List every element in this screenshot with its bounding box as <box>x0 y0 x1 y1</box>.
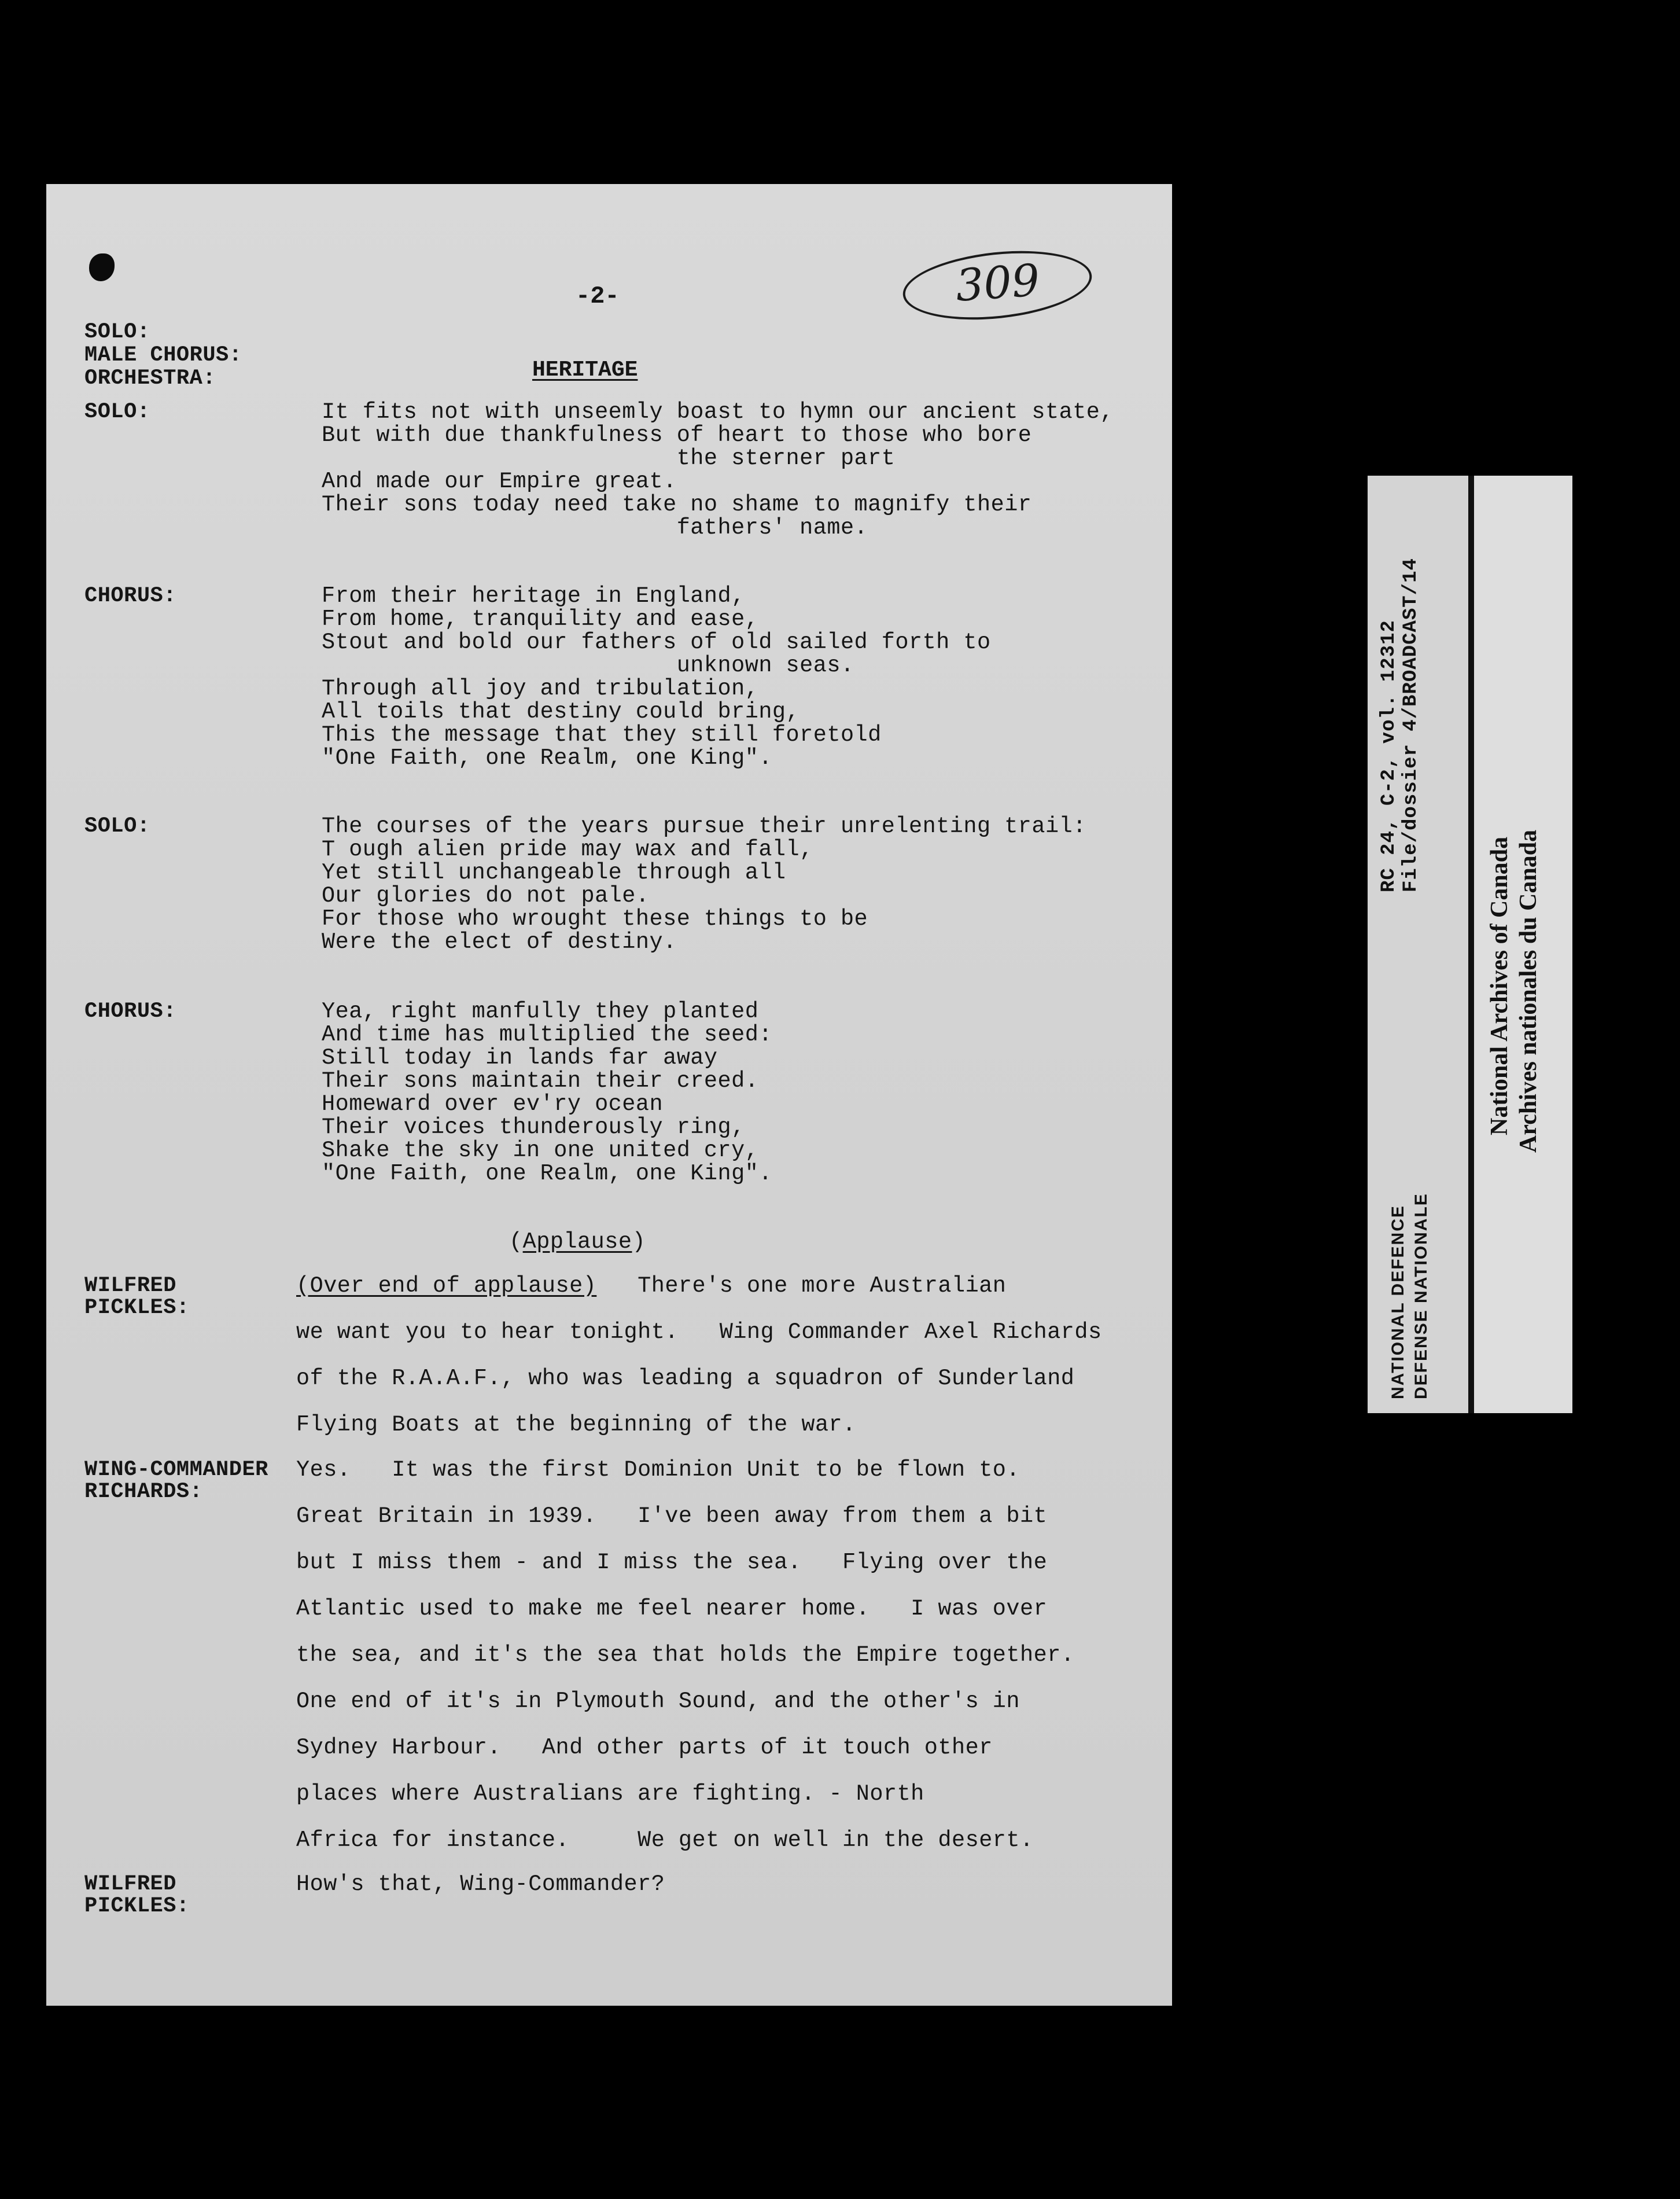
lyric-line: Still today in lands far away <box>322 1045 718 1071</box>
lyric-line: Their sons today need take no shame to magnify their <box>322 492 1032 517</box>
dialogue-line: but I miss them - and I miss the sea. Flying over the <box>296 1550 1048 1575</box>
dialogue-line: Flying Boats at the beginning of the war. <box>296 1412 856 1437</box>
header-role-male-chorus: MALE CHORUS: <box>84 343 242 367</box>
lyric-line: "One Faith, one Realm, one King". <box>322 745 772 771</box>
lyric-line: But with due thankfulness of heart to those who bore <box>322 422 1032 448</box>
folio-stamp <box>902 252 1093 316</box>
archive-file: File/dossier 4/BROADCAST/14 <box>1400 558 1422 892</box>
lyric-line: Shake the sky in one united cry, <box>322 1138 759 1163</box>
dialogue-line <box>296 1274 1006 1297</box>
lyric-line: T ough alien pride may wax and fall, <box>322 837 813 862</box>
strip-divider <box>1468 476 1474 1413</box>
speaker-label: PICKLES: <box>84 1894 190 1918</box>
lyric-line: unknown seas. <box>322 653 854 678</box>
lyric-line: Yet still unchangeable through all <box>322 860 786 885</box>
lyric-line: Stout and bold our fathers of old sailed forth to <box>322 630 991 655</box>
lyric-line: From home, tranquility and ease, <box>322 606 759 632</box>
lyric-line: Yea, right manfully they planted <box>322 999 759 1024</box>
lyric-line: "One Faith, one Realm, one King". <box>322 1161 772 1186</box>
applause-open: ( <box>509 1229 523 1255</box>
department-fr: DEFENSE NATIONALE <box>1412 1193 1431 1399</box>
dialogue-line: Sydney Harbour. And other parts of it touch other <box>296 1735 993 1760</box>
dialogue-line: Great Britain in 1939. I've been away from them a bit <box>296 1503 1048 1529</box>
dialogue-line: Yes. It was the first Dominion Unit to be flown to. <box>296 1457 1020 1483</box>
dialogue-line: places where Australians are fighting. - North <box>296 1781 924 1807</box>
lyric-line: Were the elect of destiny. <box>322 929 677 955</box>
lyric-line: Our glories do not pale. <box>322 883 650 909</box>
punch-hole <box>89 253 115 281</box>
stage-direction: (Over end of applause) <box>296 1273 597 1299</box>
lyric-line: For those who wrought these things to be <box>322 906 868 932</box>
applause-word: Applause <box>522 1229 632 1255</box>
header-role-solo: SOLO: <box>84 320 150 344</box>
speaker-label: CHORUS: <box>84 999 176 1024</box>
folio-number: 309 <box>954 254 1041 311</box>
lyric-line: fathers' name. <box>322 515 868 540</box>
lyric-line: All toils that destiny could bring, <box>322 699 800 725</box>
archives-name-en: National Archives of Canada <box>1486 836 1513 1135</box>
speaker-label: WILFRED <box>84 1872 176 1896</box>
lyric-line: The courses of the years pursue their unrelenting trail: <box>322 814 1086 839</box>
lyric-line: From their heritage in England, <box>322 583 745 609</box>
speaker-label: PICKLES: <box>84 1296 190 1320</box>
department-en: NATIONAL DEFENCE <box>1388 1205 1408 1399</box>
archive-reference-strip <box>1368 476 1468 1413</box>
document-page <box>46 184 1172 2006</box>
dialogue-text: There's one more Australian <box>638 1273 1007 1299</box>
speaker-label: SOLO: <box>84 814 150 839</box>
song-title: HERITAGE <box>532 358 638 383</box>
dialogue-line: we want you to hear tonight. Wing Commander Axel Richards <box>296 1319 1102 1345</box>
dialogue-line: of the R.A.A.F., who was leading a squadron of Sunderland <box>296 1366 1075 1391</box>
lyric-line: It fits not with unseemly boast to hymn our ancient state, <box>322 399 1114 425</box>
dialogue-line: the sea, and it's the sea that holds the Empire together. <box>296 1642 1075 1668</box>
dialogue-line: Atlantic used to make me feel nearer home. I was over <box>296 1596 1048 1621</box>
page-number: -2- <box>576 282 620 310</box>
speaker-label: RICHARDS: <box>84 1480 203 1504</box>
archives-canada-strip <box>1474 476 1572 1413</box>
speaker-label: WING-COMMANDER <box>84 1458 268 1482</box>
lyric-line: the sterner part <box>322 446 896 471</box>
dialogue-line: How's that, Wing-Commander? <box>296 1871 665 1897</box>
dialogue-line: One end of it's in Plymouth Sound, and the other's in <box>296 1689 1020 1714</box>
lyric-line: And made our Empire great. <box>322 469 677 494</box>
applause-close: ) <box>632 1229 646 1255</box>
speaker-label: SOLO: <box>84 400 150 424</box>
lyric-line: Their voices thunderously ring, <box>322 1115 745 1140</box>
lyric-line: Their sons maintain their creed. <box>322 1068 759 1094</box>
lyric-line: Homeward over ev'ry ocean <box>322 1091 664 1117</box>
archives-name-fr: Archives nationales du Canada <box>1515 829 1542 1153</box>
applause-direction <box>509 1230 646 1253</box>
header-role-orchestra: ORCHESTRA: <box>84 366 216 391</box>
lyric-line: Through all joy and tribulation, <box>322 676 759 701</box>
dialogue-line: Africa for instance. We get on well in the desert. <box>296 1827 1034 1853</box>
lyric-line: This the message that they still foretold <box>322 722 882 748</box>
speaker-label: CHORUS: <box>84 584 176 608</box>
archive-reference: RC 24, C-2, vol. 12312 <box>1378 620 1400 892</box>
speaker-label: WILFRED <box>84 1274 176 1298</box>
lyric-line: And time has multiplied the seed: <box>322 1022 772 1047</box>
